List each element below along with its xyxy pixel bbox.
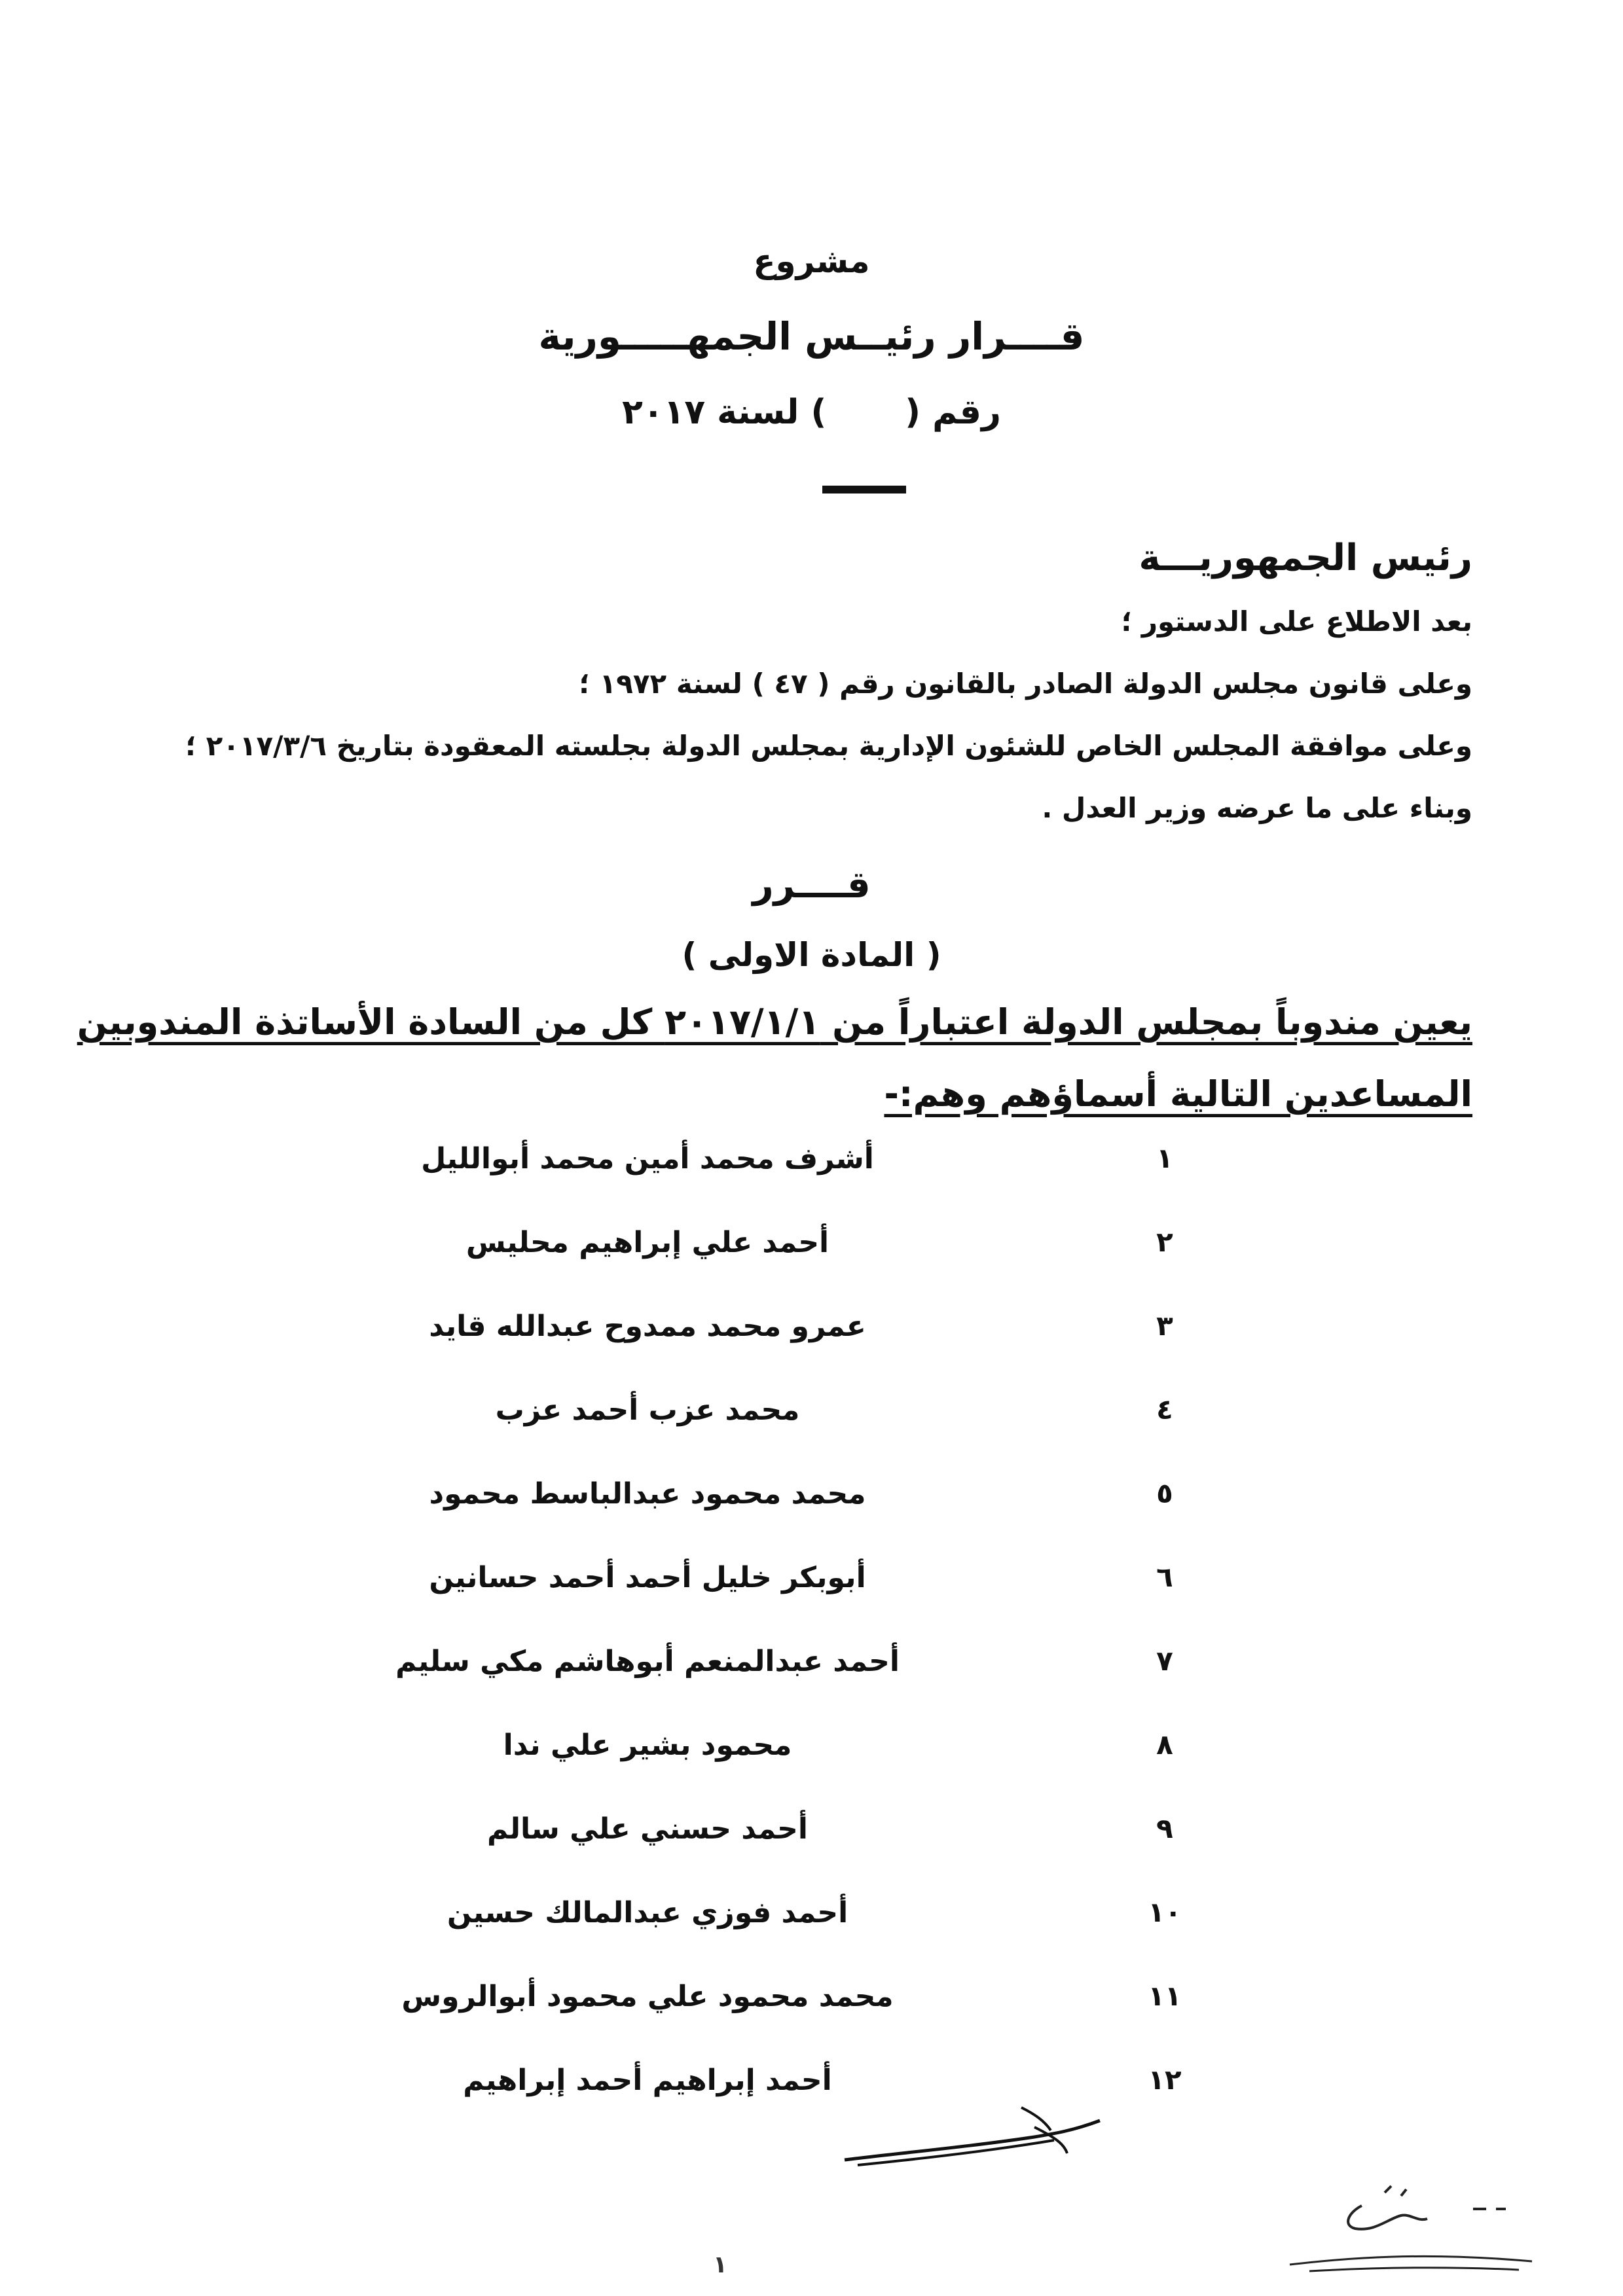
appointees-list	[0, 1142, 1623, 2147]
article-text-line-1: يعين مندوباً بمجلس الدولة اعتباراً من ٢٠١٧/١/١ كل من السادة الأساتذة المندوبين	[77, 1001, 1472, 1043]
decree-number-line	[0, 393, 1623, 432]
item-name: محمود بشير علي ندا	[503, 1729, 792, 1762]
preamble-line-2: وعلى قانون مجلس الدولة الصادر بالقانون رقم ( ٤٧ ) لسنة ١٩٧٢ ؛	[579, 668, 1472, 700]
item-number: ٦	[1156, 1561, 1173, 1593]
decree-title: قــــرار رئيــس الجمهـــــورية	[538, 314, 1085, 359]
item-number: ١٢	[1148, 2064, 1182, 2096]
item-name: محمد محمود علي محمود أبوالروس	[401, 1980, 894, 2013]
list-item	[0, 1393, 1623, 1477]
list-item	[0, 1477, 1623, 1561]
item-number: ٧	[1156, 1645, 1173, 1677]
item-number: ١١	[1148, 1980, 1182, 2012]
item-number: ٤	[1156, 1393, 1173, 1426]
decides-heading: قــــرر	[752, 864, 871, 906]
item-name: أبوبكر خليل أحمد أحمد حسانين	[429, 1561, 866, 1594]
item-name: محمد محمود عبدالباسط محمود	[429, 1477, 866, 1511]
item-number: ١٠	[1148, 1896, 1182, 1928]
list-item	[0, 1310, 1623, 1393]
list-item	[0, 1226, 1623, 1310]
item-number: ١	[1156, 1142, 1173, 1174]
list-item	[0, 1729, 1623, 1812]
item-name: أحمد علي إبراهيم محليس	[465, 1226, 830, 1259]
item-number: ٢	[1156, 1226, 1173, 1258]
draft-label: مشروع	[753, 242, 870, 280]
list-item	[0, 1980, 1623, 2064]
number-close: )	[811, 393, 827, 432]
preamble-heading: رئيس الجمهوريـــة	[1139, 537, 1472, 579]
item-number: ٩	[1156, 1812, 1173, 1844]
item-name: أحمد عبدالمنعم أبوهاشم مكي سليم	[395, 1645, 900, 1678]
list-item	[0, 2064, 1623, 2147]
list-item	[0, 1896, 1623, 1980]
list-item	[0, 1645, 1623, 1729]
item-number: ٥	[1156, 1477, 1173, 1509]
list-item	[0, 1812, 1623, 1896]
item-number: ٨	[1156, 1729, 1173, 1761]
year-label: لسنة ٢٠١٧	[622, 393, 799, 432]
list-item	[0, 1561, 1623, 1645]
page-number: ١	[713, 2251, 727, 2278]
item-number: ٣	[1156, 1310, 1173, 1342]
preamble-line-3: وعلى موافقة المجلس الخاص للشئون الإدارية بمجلس الدولة بجلسته المعقودة بتاريخ ٢٠١٧/٣/٦ ؛	[185, 730, 1472, 762]
list-item	[0, 1142, 1623, 1226]
item-name: أشرف محمد أمين محمد أبوالليل	[421, 1142, 874, 1175]
initials-mark	[1270, 2179, 1545, 2278]
item-name: محمد عزب أحمد عزب	[495, 1393, 800, 1427]
item-name: أحمد فوزي عبدالمالك حسين	[447, 1896, 848, 1929]
article-heading: ( المادة الاولى )	[682, 936, 941, 974]
number-label: رقم (	[905, 393, 1001, 432]
item-name: أحمد حسني علي سالم	[487, 1812, 808, 1846]
item-name: أحمد إبراهيم أحمد إبراهيم	[463, 2064, 832, 2097]
article-text-line-2: المساعدين التالية أسماؤهم وهم:-	[884, 1073, 1472, 1115]
signature-mark	[838, 2101, 1113, 2173]
preamble-line-4: وبناء على ما عرضه وزير العدل .	[1042, 792, 1472, 824]
title-divider	[822, 486, 906, 493]
preamble-line-1: بعد الاطلاع على الدستور ؛	[1121, 605, 1472, 637]
item-name: عمرو محمد ممدوح عبدالله قايد	[429, 1310, 866, 1343]
